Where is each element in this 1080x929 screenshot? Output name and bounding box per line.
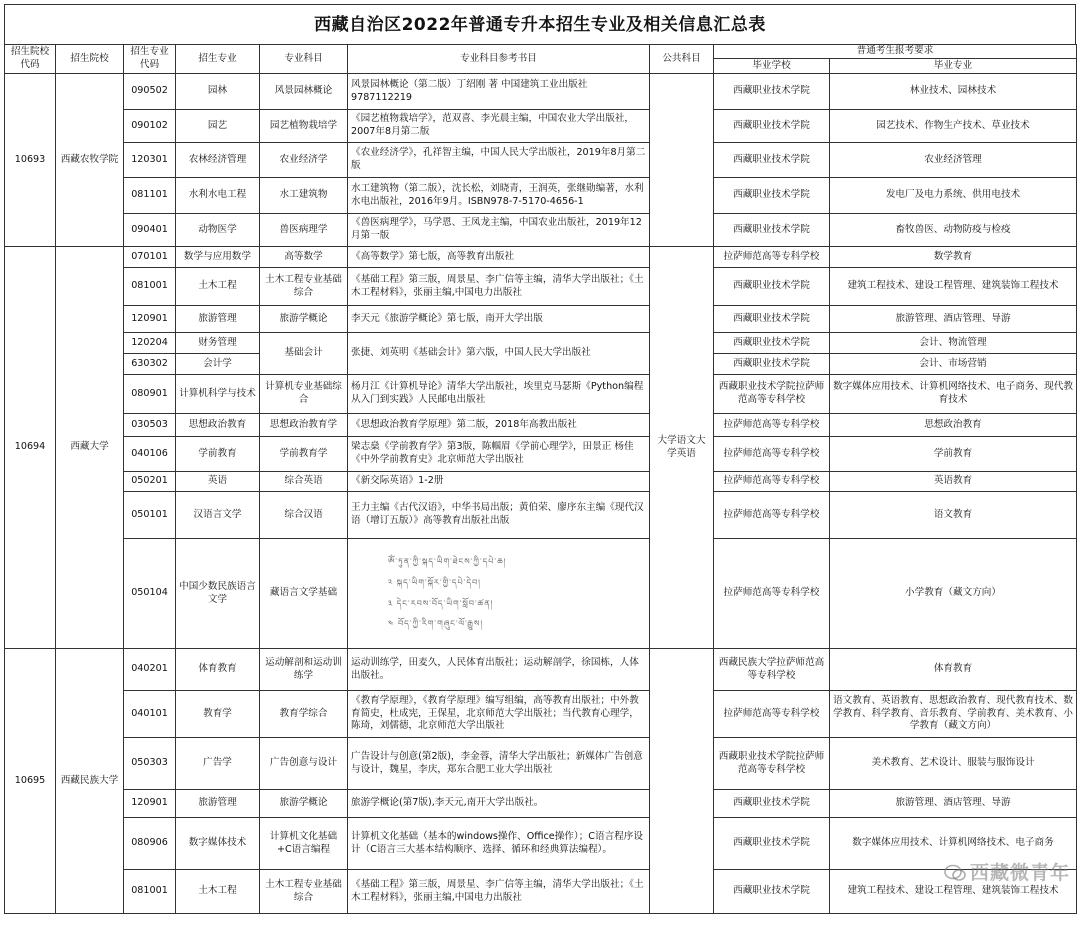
school-cell: 西藏民族大学拉萨师范高等专科学校 bbox=[714, 649, 830, 691]
tibetan-line: ༢ སྐད་ཡིག་སྐོར་གྱི་དཔེ་དེབ། bbox=[388, 577, 481, 587]
grad-major-cell: 发电厂及电力系统、供用电技术 bbox=[830, 178, 1077, 214]
subject-cell: 风景园林概论 bbox=[260, 74, 348, 110]
tibetan-books-cell bbox=[348, 539, 650, 649]
major-cell: 旅游管理 bbox=[176, 306, 260, 333]
school-cell: 西藏职业技术学院 bbox=[714, 354, 830, 375]
major-code-cell: 050101 bbox=[124, 492, 176, 539]
grad-major-cell: 英语教育 bbox=[830, 472, 1077, 492]
major-cell: 思想政治教育 bbox=[176, 414, 260, 437]
table-row bbox=[5, 691, 1077, 738]
subject-cell: 运动解剖和运动训练学 bbox=[260, 649, 348, 691]
major-code-cell: 080901 bbox=[124, 375, 176, 414]
table-row bbox=[5, 306, 1077, 333]
major-cell: 动物医学 bbox=[176, 214, 260, 247]
books-cell: 运动训练学，田麦久，人民体育出版社；运动解剖学，徐国栋，人体出版社。 bbox=[348, 649, 650, 691]
subject-cell: 计算机文化基础+C语言编程 bbox=[260, 818, 348, 870]
school-cell: 西藏职业技术学院 bbox=[714, 306, 830, 333]
major-cell: 园艺 bbox=[176, 110, 260, 143]
major-code-cell: 040101 bbox=[124, 691, 176, 738]
major-cell: 中国少数民族语言文学 bbox=[176, 539, 260, 649]
major-code-cell: 050303 bbox=[124, 738, 176, 790]
table-row bbox=[5, 818, 1077, 870]
table-row bbox=[5, 178, 1077, 214]
table-row bbox=[5, 437, 1077, 472]
tibetan-line: ༤ བོད་ཀྱི་རིག་གཞུང་ལོ་རྒྱུས། bbox=[388, 619, 484, 629]
grad-major-cell: 会计、物流管理 bbox=[830, 333, 1077, 354]
school-cell: 拉萨师范高等专科学校 bbox=[714, 691, 830, 738]
subject-cell: 计算机专业基础综合 bbox=[260, 375, 348, 414]
books-cell: 计算机文化基础（基本的windows操作、Office操作）；C语言程序设计（C语言三大基本结构顺序、选择、循环和经典算法编程）。 bbox=[348, 818, 650, 870]
major-code-cell: 090102 bbox=[124, 110, 176, 143]
table-row bbox=[5, 414, 1077, 437]
subject-cell: 学前教育学 bbox=[260, 437, 348, 472]
major-code-cell: 030503 bbox=[124, 414, 176, 437]
school-cell: 西藏职业技术学院 bbox=[714, 178, 830, 214]
major-cell: 园林 bbox=[176, 74, 260, 110]
table-row bbox=[5, 870, 1077, 914]
major-cell: 汉语言文学 bbox=[176, 492, 260, 539]
subject-cell: 兽医病理学 bbox=[260, 214, 348, 247]
subject-cell: 旅游学概论 bbox=[260, 306, 348, 333]
school-cell: 拉萨师范高等专科学校 bbox=[714, 472, 830, 492]
grad-major-cell: 数字媒体应用技术、计算机网络技术、电子商务 bbox=[830, 818, 1077, 870]
table-row bbox=[5, 110, 1077, 143]
major-code-cell: 120204 bbox=[124, 333, 176, 354]
major-code-cell: 050104 bbox=[124, 539, 176, 649]
grad-major-cell: 语文教育、英语教育、思想政治教育、现代教育技术、数学教育、科学教育、音乐教育、学前教育、美术教育、小学教育（藏文方向） bbox=[830, 691, 1077, 738]
major-code-cell: 090401 bbox=[124, 214, 176, 247]
inst-name-cell: 西藏农牧学院 bbox=[56, 74, 124, 247]
table-row bbox=[5, 333, 1077, 354]
subject-cell: 广告创意与设计 bbox=[260, 738, 348, 790]
subject-cell: 综合汉语 bbox=[260, 492, 348, 539]
major-cell: 学前教育 bbox=[176, 437, 260, 472]
major-code-cell: 630302 bbox=[124, 354, 176, 375]
major-cell: 水利水电工程 bbox=[176, 178, 260, 214]
grad-major-cell: 数字媒体应用技术、计算机网络技术、电子商务、现代教育技术 bbox=[830, 375, 1077, 414]
books-cell: 《兽医病理学》，马学恩、王凤龙主编，中国农业出版社，2019年12月第一版 bbox=[348, 214, 650, 247]
subject-cell: 教育学综合 bbox=[260, 691, 348, 738]
subject-cell: 土木工程专业基础综合 bbox=[260, 870, 348, 914]
inst-name-cell: 西藏大学 bbox=[56, 247, 124, 649]
grad-major-cell: 园艺技术、作物生产技术、草业技术 bbox=[830, 110, 1077, 143]
header-inst-name: 招生院校 bbox=[56, 45, 124, 74]
books-cell: 张捷、刘英明《基础会计》第六版，中国人民大学出版社 bbox=[348, 333, 650, 375]
public-subject-cell: 大学语文大学英语 bbox=[650, 247, 714, 649]
table-row bbox=[5, 143, 1077, 178]
books-cell: 梁志燊《学前教育学》第3版，陈帼眉《学前心理学》，田景正 杨佳《中外学前教育史》北京师范大学出版社 bbox=[348, 437, 650, 472]
major-cell: 数学与应用数学 bbox=[176, 247, 260, 268]
books-cell: 王力主编《古代汉语》，中华书局出版；黄伯荣、廖序东主编《现代汉语（增订五版）》高等教育出版社出版 bbox=[348, 492, 650, 539]
header-grad-school: 毕业学校 bbox=[714, 59, 830, 74]
books-cell: 旅游学概论(第7版),李天元,南开大学出版社。 bbox=[348, 790, 650, 818]
school-cell: 西藏职业技术学院 bbox=[714, 214, 830, 247]
inst-code-cell: 10693 bbox=[5, 74, 56, 247]
grad-major-cell: 会计、市场营销 bbox=[830, 354, 1077, 375]
inst-name-cell: 西藏民族大学 bbox=[56, 649, 124, 914]
header-grad-major: 毕业专业 bbox=[830, 59, 1077, 74]
page-title: 西藏自治区2022年普通专升本招生专业及相关信息汇总表 bbox=[4, 4, 1076, 44]
grad-major-cell: 思想政治教育 bbox=[830, 414, 1077, 437]
books-cell: 广告设计与创意(第2版)，李金蓉，清华大学出版社；新媒体广告创意与设计，魏星，李庆，郑东合肥工业大学出版社 bbox=[348, 738, 650, 790]
major-code-cell: 090502 bbox=[124, 74, 176, 110]
school-cell: 西藏职业技术学院 bbox=[714, 333, 830, 354]
header-subject: 专业科目 bbox=[260, 45, 348, 74]
watermark bbox=[944, 858, 1070, 885]
major-code-cell: 081001 bbox=[124, 268, 176, 306]
school-cell: 西藏职业技术学院拉萨师范高等专科学校 bbox=[714, 375, 830, 414]
school-cell: 拉萨师范高等专科学校 bbox=[714, 539, 830, 649]
books-cell: 《基础工程》第三版，周景星、李广信等主编，清华大学出版社；《土木工程材料》，张丽主编,中国电力出版社 bbox=[348, 268, 650, 306]
major-cell: 土木工程 bbox=[176, 870, 260, 914]
books-cell: 水工建筑物（第二版），沈长松，刘晓青，王润英，张继勋编著，水利水电出版社，2016年9月。ISBN978-7-5170-4656-1 bbox=[348, 178, 650, 214]
table-row bbox=[5, 790, 1077, 818]
document bbox=[4, 4, 1076, 914]
inst-code-cell: 10694 bbox=[5, 247, 56, 649]
books-cell: 《基础工程》第三版，周景星、李广信等主编，清华大学出版社；《土木工程材料》，张丽主编,中国电力出版社 bbox=[348, 870, 650, 914]
major-cell: 英语 bbox=[176, 472, 260, 492]
school-cell: 拉萨师范高等专科学校 bbox=[714, 492, 830, 539]
school-cell: 西藏职业技术学院 bbox=[714, 110, 830, 143]
major-code-cell: 040106 bbox=[124, 437, 176, 472]
grad-major-cell: 小学教育（藏文方向） bbox=[830, 539, 1077, 649]
grad-major-cell: 数学教育 bbox=[830, 247, 1077, 268]
books-cell: 杨月江《计算机导论》清华大学出版社，埃里克马瑟斯《Python编程从入门到实践》人民邮电出版社 bbox=[348, 375, 650, 414]
school-cell: 拉萨师范高等专科学校 bbox=[714, 247, 830, 268]
subject-cell: 综合英语 bbox=[260, 472, 348, 492]
major-cell: 数字媒体技术 bbox=[176, 818, 260, 870]
school-cell: 西藏职业技术学院 bbox=[714, 268, 830, 306]
grad-major-cell: 林业技术、园林技术 bbox=[830, 74, 1077, 110]
books-cell: 《教育学原理》，《教育学原理》编写组编，高等教育出版社；中外教育简史，杜成宪，王保星，北京师范大学出版社；当代教育心理学，陈琦，刘儒德，北京师范大学出版社 bbox=[348, 691, 650, 738]
table-row bbox=[5, 375, 1077, 414]
major-code-cell: 081001 bbox=[124, 870, 176, 914]
header-inst-code: 招生院校代码 bbox=[5, 45, 56, 74]
major-cell: 农林经济管理 bbox=[176, 143, 260, 178]
major-cell: 旅游管理 bbox=[176, 790, 260, 818]
header-major-code: 招生专业代码 bbox=[124, 45, 176, 74]
major-cell: 土木工程 bbox=[176, 268, 260, 306]
grad-major-cell: 旅游管理、酒店管理、导游 bbox=[830, 306, 1077, 333]
table-row bbox=[5, 472, 1077, 492]
grad-major-cell: 学前教育 bbox=[830, 437, 1077, 472]
books-cell: 风景园林概论（第二版）丁绍刚 著 中国建筑工业出版社 9787112219 bbox=[348, 74, 650, 110]
major-code-cell: 040201 bbox=[124, 649, 176, 691]
books-cell: 李天元《旅游学概论》第七版，南开大学出版 bbox=[348, 306, 650, 333]
books-cell: 《农业经济学》，孔祥智主编，中国人民大学出版社，2019年8月第二版 bbox=[348, 143, 650, 178]
grad-major-cell: 畜牧兽医、动物防疫与检疫 bbox=[830, 214, 1077, 247]
major-code-cell: 081101 bbox=[124, 178, 176, 214]
major-code-cell: 080906 bbox=[124, 818, 176, 870]
major-code-cell: 050201 bbox=[124, 472, 176, 492]
subject-cell: 思想政治教育学 bbox=[260, 414, 348, 437]
header-public: 公共科目 bbox=[650, 45, 714, 74]
watermark-text: 西藏微青年 bbox=[969, 862, 1070, 884]
header-books: 专业科目参考书目 bbox=[348, 45, 650, 74]
grad-major-cell: 农业经济管理 bbox=[830, 143, 1077, 178]
school-cell: 西藏职业技术学院 bbox=[714, 870, 830, 914]
table-row bbox=[5, 74, 1077, 110]
public-cell-empty bbox=[650, 649, 714, 914]
major-cell: 财务管理 bbox=[176, 333, 260, 354]
books-cell: 《新交际英语》1-2册 bbox=[348, 472, 650, 492]
grad-major-cell: 建筑工程技术、建设工程管理、建筑装饰工程技术 bbox=[830, 268, 1077, 306]
table-row bbox=[5, 214, 1077, 247]
subject-cell: 高等数学 bbox=[260, 247, 348, 268]
major-cell: 会计学 bbox=[176, 354, 260, 375]
school-cell: 拉萨师范高等专科学校 bbox=[714, 437, 830, 472]
wechat-icon bbox=[944, 864, 966, 882]
grad-major-cell: 建筑工程技术、建设工程管理、建筑装饰工程技术 bbox=[830, 870, 1077, 914]
school-cell: 西藏职业技术学院 bbox=[714, 818, 830, 870]
subject-cell: 农业经济学 bbox=[260, 143, 348, 178]
table-row bbox=[5, 539, 1077, 649]
grad-major-cell: 旅游管理、酒店管理、导游 bbox=[830, 790, 1077, 818]
table-row bbox=[5, 649, 1077, 691]
table-row bbox=[5, 492, 1077, 539]
subject-cell: 藏语言文学基础 bbox=[260, 539, 348, 649]
tibetan-line: ༣ དེང་རབས་བོད་ཡིག་སློབ་ཚན། bbox=[388, 598, 494, 608]
subject-cell: 旅游学概论 bbox=[260, 790, 348, 818]
subject-cell: 土木工程专业基础综合 bbox=[260, 268, 348, 306]
admission-table bbox=[4, 44, 1077, 914]
inst-code-cell: 10695 bbox=[5, 649, 56, 914]
tibetan-line: ༀ་ཏུན་ཀྱི་སྐད་ཡིག་ཐེངས་ཀྱི་དཔེ་ཆ། bbox=[388, 556, 507, 566]
table-row bbox=[5, 247, 1077, 268]
books-cell: 《高等数学》第七版，高等教育出版社 bbox=[348, 247, 650, 268]
major-code-cell: 120301 bbox=[124, 143, 176, 178]
school-cell: 拉萨师范高等专科学校 bbox=[714, 414, 830, 437]
books-cell: 《思想政治教育学原理》第二版，2018年高教出版社 bbox=[348, 414, 650, 437]
major-cell: 广告学 bbox=[176, 738, 260, 790]
table-row bbox=[5, 268, 1077, 306]
major-cell: 教育学 bbox=[176, 691, 260, 738]
school-cell: 西藏职业技术学院拉萨师范高等专科学校 bbox=[714, 738, 830, 790]
major-cell: 体育教育 bbox=[176, 649, 260, 691]
subject-cell: 园艺植物栽培学 bbox=[260, 110, 348, 143]
major-code-cell: 070101 bbox=[124, 247, 176, 268]
table-row bbox=[5, 738, 1077, 790]
subject-cell: 基础会计 bbox=[260, 333, 348, 375]
major-code-cell: 120901 bbox=[124, 790, 176, 818]
school-cell: 西藏职业技术学院 bbox=[714, 74, 830, 110]
grad-major-cell: 语文教育 bbox=[830, 492, 1077, 539]
grad-major-cell: 体育教育 bbox=[830, 649, 1077, 691]
books-cell: 《园艺植物栽培学》，范双喜、李光晨主编，中国农业大学出版社，2007年8月第二版 bbox=[348, 110, 650, 143]
public-cell-empty bbox=[650, 74, 714, 247]
header-major: 招生专业 bbox=[176, 45, 260, 74]
header-requirements: 普通考生报考要求 bbox=[714, 45, 1077, 59]
grad-major-cell: 美术教育、艺术设计、服装与服饰设计 bbox=[830, 738, 1077, 790]
major-cell: 计算机科学与技术 bbox=[176, 375, 260, 414]
school-cell: 西藏职业技术学院 bbox=[714, 790, 830, 818]
school-cell: 西藏职业技术学院 bbox=[714, 143, 830, 178]
major-code-cell: 120901 bbox=[124, 306, 176, 333]
subject-cell: 水工建筑物 bbox=[260, 178, 348, 214]
